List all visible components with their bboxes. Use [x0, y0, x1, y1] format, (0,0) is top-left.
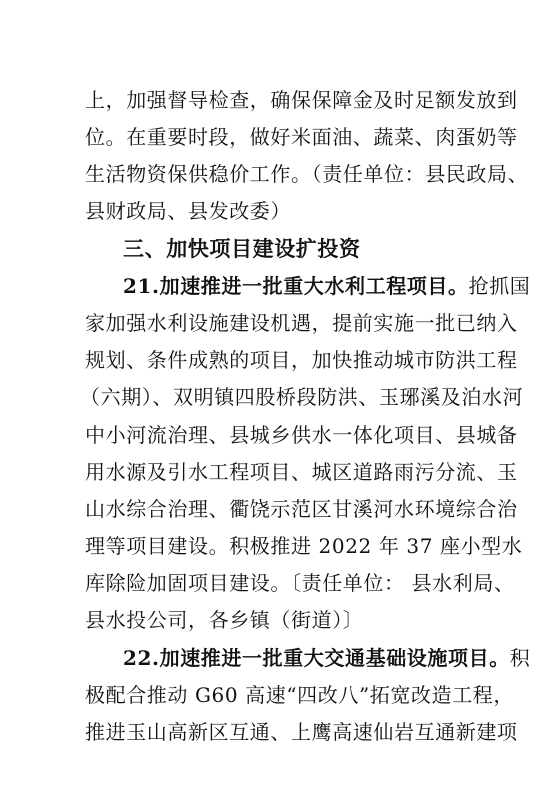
- text-line: 库除险加固项目建设。〔责任单位： 县水利局、: [85, 571, 515, 595]
- text-line: 用水源及引水工程项目、城区道路雨污分流、玉: [85, 460, 518, 484]
- text-line: 中小河流治理、县城乡供水一体化项目、县城备: [85, 423, 518, 447]
- text-line: 规划、条件成熟的项目，加快推动城市防洪工程: [85, 348, 518, 372]
- item-text: 抢抓国: [468, 274, 531, 298]
- text-line: 生活物资保供稳价工作。（责任单位：县民政局、: [85, 162, 529, 186]
- text-line: 推进玉山高新区互通、上鹰高速仙岩互通新建项: [85, 720, 518, 744]
- text-line: 家加强水利设施建设机遇，提前实施一批已纳入: [85, 311, 518, 335]
- section-heading: 三、加快项目建设扩投资: [123, 236, 361, 261]
- paragraph-lead-line: [123, 271, 531, 301]
- item-title: 21.加速推进一批重大水利工程项目。: [123, 274, 469, 298]
- text-line: 位。在重要时段，做好米面油、蔬菜、肉蛋奶等: [85, 125, 518, 149]
- paragraph-lead-line: [123, 643, 531, 673]
- text-line: 上，加强督导检查，确保保障金及时足额发放到: [85, 88, 518, 112]
- text-line: 极配合推动 G60 高速“四改八”拓宽改造工程，: [85, 683, 514, 707]
- text-line: 县财政局、县发改委）: [85, 199, 291, 223]
- item-title: 22.加速推进一批重大交通基础设施项目。: [123, 646, 510, 670]
- text-line: 山水综合治理、衢饶示范区甘溪河水环境综合治: [85, 497, 518, 521]
- text-line: 理等项目建设。积极推进 2022 年 37 座小型水: [85, 534, 523, 558]
- text-line: 县水投公司，各乡镇（街道）〕: [85, 608, 364, 632]
- text-line: （六期）、双明镇四股桥段防洪、玉琊溪及泊水河: [80, 385, 524, 409]
- item-text: 积: [509, 646, 531, 670]
